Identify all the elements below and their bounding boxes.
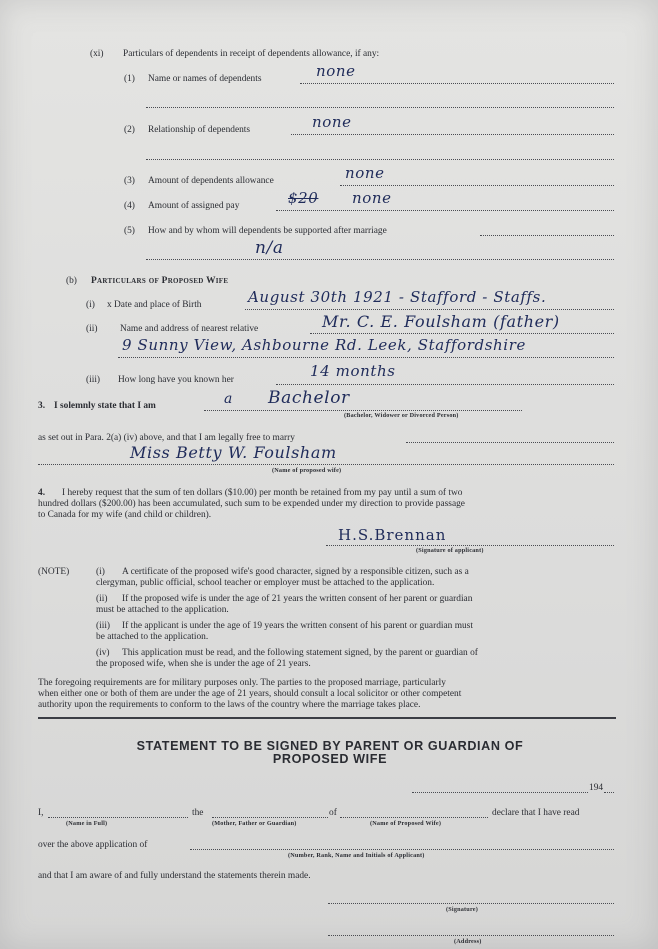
foregoing-line2: when either one or both of them are under the age of 21 years, should consult a local solicitor or other competent	[38, 689, 462, 699]
s3-line2-text: as set out in Para. 2(a) (iv) above, and that I am legally free to marry	[38, 433, 295, 443]
xi-5-line2	[146, 259, 614, 260]
b-number: (b)	[66, 276, 77, 286]
s4-signature-caption: (Signature of applicant)	[416, 547, 484, 554]
statement-the-label: the	[192, 808, 204, 818]
xi-2-line	[291, 134, 614, 135]
statement-applicant-caption: (Number, Rank, Name and Initials of Applicant)	[288, 852, 425, 859]
xi-5-value: n/a	[255, 238, 284, 258]
note-ii-number: (ii)	[96, 594, 108, 604]
statement-of-label: of	[329, 808, 337, 818]
b-iii-number: (iii)	[86, 375, 101, 385]
note-iv-number: (iv)	[96, 648, 110, 658]
b-ii-line	[310, 333, 614, 334]
note-ii-line2: must be attached to the application.	[96, 605, 229, 615]
xi-3-number: (3)	[124, 176, 135, 186]
b-ii-label: Name and address of nearest relative	[120, 324, 259, 334]
statement-title-line1: STATEMENT TO BE SIGNED BY PARENT OR GUARDIAN OF	[136, 739, 524, 753]
s3-line	[204, 410, 522, 411]
xi-4-number: (4)	[124, 201, 135, 211]
xi-5-number: (5)	[124, 226, 135, 236]
statement-aware-text: and that I am aware of and fully understand the statements therein made.	[38, 871, 311, 881]
b-ii-value: Mr. C. E. Foulsham (father)	[322, 312, 560, 331]
statement-title-line2: PROPOSED WIFE	[272, 752, 388, 766]
s4-line2: hundred dollars ($200.00) has been accumulated, such sum to be expended under my direction to provide passage	[38, 499, 465, 509]
s4-signature-line	[326, 545, 614, 546]
xi-1-value: none	[316, 62, 356, 80]
statement-over-text: over the above application of	[38, 840, 148, 850]
s3-number: 3.	[38, 401, 46, 411]
statement-wife-caption: (Name of Proposed Wife)	[370, 820, 442, 827]
b-ii-number: (ii)	[86, 324, 98, 334]
b-i-line	[245, 309, 614, 310]
statement-signature-line	[328, 903, 614, 904]
s3-text: I solemnly state that I am	[54, 401, 156, 411]
xi-5-label: How and by whom will dependents be supported after marriage	[148, 226, 387, 236]
statement-signature-caption: (Signature)	[446, 906, 478, 913]
xi-2-number: (2)	[124, 125, 135, 135]
b-iii-line	[276, 384, 614, 385]
statement-relation-caption: (Mother, Father or Guardian)	[212, 820, 297, 827]
statement-year: 194	[589, 783, 604, 793]
xi-1-line2	[146, 107, 614, 108]
note-i-number: (i)	[96, 567, 105, 577]
xi-4-label: Amount of assigned pay	[148, 201, 240, 211]
s3-article: a	[224, 391, 233, 407]
foregoing-line1: The foregoing requirements are for military purposes only. The parties to the proposed marriage, particularly	[38, 678, 446, 688]
xi-1-line	[300, 83, 614, 84]
b-heading: Particulars of Proposed Wife	[91, 276, 229, 286]
statement-name-caption: (Name in Full)	[66, 820, 108, 827]
s3-line2-dots	[406, 442, 614, 443]
s4-signature: H.S.Brennan	[338, 526, 447, 544]
note-iii-line1: If the applicant is under the age of 19 years the written consent of his parent or guardian must	[122, 621, 473, 631]
note-label: (NOTE)	[38, 567, 70, 577]
xi-1-label: Name or names of dependents	[148, 74, 262, 84]
statement-name-line	[48, 817, 188, 818]
note-iii-number: (iii)	[96, 621, 111, 631]
note-i-line1: A certificate of the proposed wife's good character, signed by a responsible citizen, such as a	[122, 567, 469, 577]
xi-4-line	[276, 210, 614, 211]
statement-i-label: I,	[38, 808, 44, 818]
xi-4-struck-value: $20	[288, 189, 319, 207]
statement-year-line	[604, 792, 614, 793]
note-iv-line2: the proposed wife, when she is under the age of 21 years.	[96, 659, 311, 669]
b-iii-value: 14 months	[310, 362, 396, 380]
xi-2-label: Relationship of dependents	[148, 125, 251, 135]
xi-3-value: none	[345, 164, 385, 182]
s3-wife-name: Miss Betty W. Foulsham	[130, 443, 337, 462]
xi-number: (xi)	[90, 49, 104, 59]
foregoing-line3: authority upon the requirements to conform to the laws of the country where the marriage takes place.	[38, 700, 421, 710]
b-ii-line2	[118, 357, 614, 358]
xi-2-line2	[146, 159, 614, 160]
statement-declare: declare that I have read	[492, 808, 580, 818]
s4-line3: to Canada for my wife (and child or children).	[38, 510, 212, 520]
b-i-value: August 30th 1921 - Stafford - Staffs.	[248, 288, 547, 306]
statement-date-line	[412, 792, 588, 793]
b-ii-value2: 9 Sunny View, Ashbourne Rd. Leek, Staffordshire	[122, 336, 526, 354]
note-ii-line1: If the proposed wife is under the age of 21 years the written consent of her parent or guardian	[122, 594, 473, 604]
xi-3-label: Amount of dependents allowance	[148, 176, 274, 186]
statement-address-line	[328, 935, 614, 936]
xi-2-value: none	[312, 113, 352, 131]
b-i-number: (i)	[86, 300, 95, 310]
note-iii-line2: be attached to the application.	[96, 632, 209, 642]
s3-status: Bachelor	[268, 388, 350, 408]
xi-3-line	[340, 185, 614, 186]
statement-address-caption: (Address)	[454, 938, 482, 945]
xi-4-value: none	[352, 189, 392, 207]
s4-number: 4.	[38, 488, 46, 498]
section-divider	[38, 717, 616, 719]
xi-5-line	[480, 235, 614, 236]
s3-status-caption: (Bachelor, Widower or Divorced Person)	[344, 412, 459, 419]
s3-wife-line	[38, 464, 614, 465]
statement-applicant-line	[190, 849, 614, 850]
statement-wife-line	[340, 817, 488, 818]
s4-line1: I hereby request that the sum of ten dollars ($10.00) per month be retained from my pay until a sum of two	[62, 488, 463, 498]
s3-wife-caption: (Name of proposed wife)	[272, 467, 342, 474]
b-i-label: x Date and place of Birth	[107, 300, 202, 310]
xi-text: Particulars of dependents in receipt of dependents allowance, if any:	[123, 49, 380, 59]
b-iii-label: How long have you known her	[118, 375, 234, 385]
statement-relation-line	[212, 817, 328, 818]
note-iv-line1: This application must be read, and the following statement signed, by the parent or guardian of	[122, 648, 478, 658]
xi-1-number: (1)	[124, 74, 135, 84]
note-i-line2: clergyman, public official, school teacher or employer must be attached to the application.	[96, 578, 435, 588]
